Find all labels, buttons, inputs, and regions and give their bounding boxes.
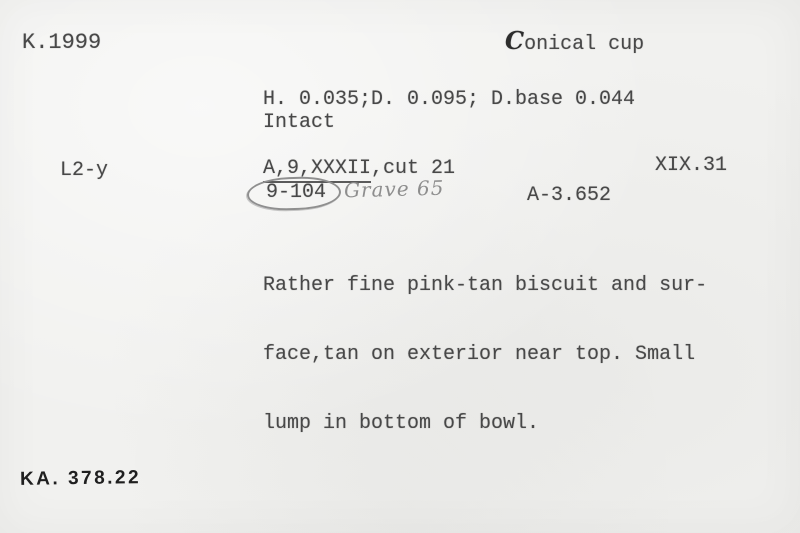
- description: [263, 228, 707, 481]
- title-handwritten-initial: C: [505, 26, 525, 55]
- context-underlined-part: A,9,XXXII: [263, 157, 371, 183]
- description-line-3: lump in bottom of bowl.: [263, 412, 540, 435]
- museum-number: A-3.652: [527, 184, 612, 207]
- plate-reference: XIX.31: [655, 154, 728, 177]
- dimensions-line: H. 0.035;D. 0.095; D.base 0.044: [263, 88, 636, 111]
- field-number: 9-104: [266, 181, 327, 204]
- catalog-number: K.1999: [22, 30, 102, 55]
- card-title: [505, 26, 645, 56]
- description-line-1: Rather fine pink-tan biscuit and sur-: [263, 274, 708, 297]
- title-text: onical cup: [524, 33, 645, 56]
- condition-line: Intact: [263, 111, 336, 134]
- accession-number-handwritten: KA. 378.22: [19, 467, 142, 490]
- context-cut-part: ,cut 21: [371, 157, 456, 180]
- grave-pencil-annotation: Grave 65: [343, 175, 445, 203]
- description-line-2: face,tan on exterior near top. Small: [263, 343, 696, 366]
- grid-reference: L2-y: [60, 159, 109, 182]
